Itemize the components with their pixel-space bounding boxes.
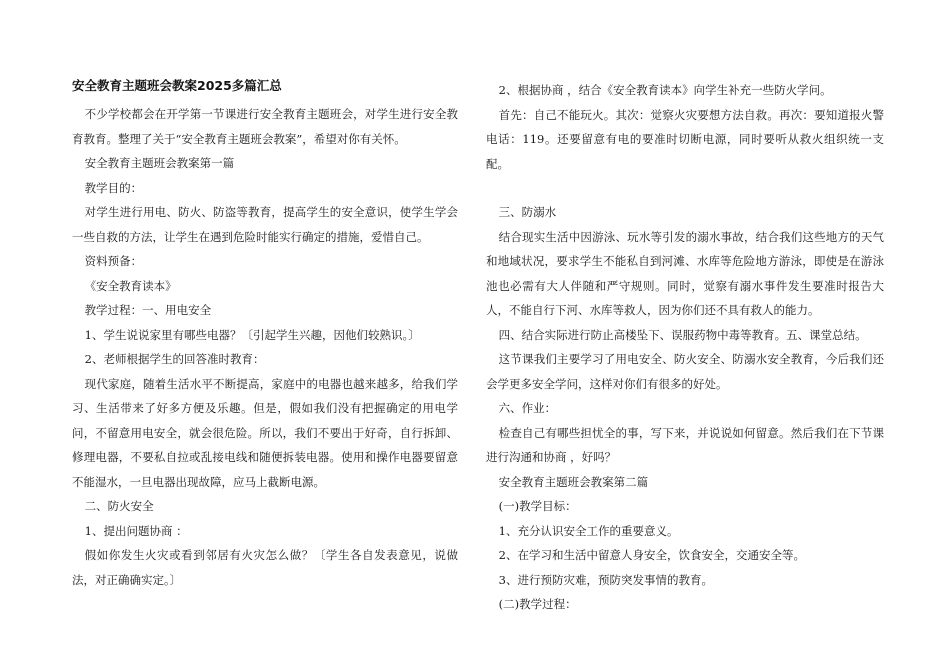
objectives-label: (一)教学目标：: [498, 499, 577, 513]
drowning-body: 结合现实生活中因游泳、玩水等引发的溺水事故，结合我们这些地方的天气和地域状况，要求学生不能私自到河滩、水库等危险地方游泳，即使是在游泳池也必需有大人伴随和严守规则。同时，觉察有溺水事件发生要准时报告大人，不能自行下河、水库等救人，因为你们还不具有救人的能力。: [486, 229, 884, 317]
fire-safety-heading: 二、防火安全: [84, 499, 154, 513]
homework-text: 检查自己有哪些担忧全的事，写下来，并说说如何留意。然后我们在下节课进行沟通和协商 ，好吗？: [486, 425, 884, 464]
objective-3: 3、进行预防灾难，预防突发事情的教育。: [498, 572, 713, 587]
section-four-five: 四、结合实际进行防止高楼坠下、误服药物中毒等教育。五、课堂总结。: [498, 327, 867, 342]
homework-heading: 六、作业：: [498, 401, 557, 415]
electricity-body: 现代家庭，随着生活水平不断提高，家庭中的电器也越来越多，给我们学习、生活带来了好多方便及乐趣。但是，假如我们没有把握确定的用电学问，不留意用电安全，就会很危险。所以，我们不要出于好奇，自行拆卸、修理电器，不要私自拉或乱接电线和随便拆装电器。使用和操作电器要留意不能湿水，一旦电器出现故障，应马上截断电源。: [72, 376, 458, 489]
intro-paragraph: 不少学校都会在开学第一节课进行安全教育主题班会，对学生进行安全教育教育。整理了关于“安全教育主题班会教案”，希望对你有关怀。: [72, 107, 458, 146]
materials-label: 资料预备：: [84, 254, 143, 268]
process-label-2: (二)教学过程：: [498, 597, 577, 611]
fire-question-text: 假如你发生火灾或看到邻居有火灾怎么做？〔学生各自发表意见，说做法，对正确确实定。〕: [72, 548, 458, 587]
drowning-heading: 三、防溺水: [498, 205, 557, 219]
fire-step-1: 1、提出问题协商 ：: [84, 523, 188, 538]
document-title: 安全教育主题班会教案2025多篇汇总: [72, 78, 282, 93]
electricity-step-2: 2、老师根据学生的回答准时教育：: [84, 352, 265, 366]
teaching-goal-text: 对学生进行用电、防火、防盗等教育，提高学生的安全意识，使学生学会一些自救的方法，让学生在遇到危险时能实行确定的措施，爱惜自己。: [72, 205, 458, 244]
left-column: [72, 78, 458, 592]
electricity-step-1: 1、学生说说家里有哪些电器？〔引起学生兴趣，因他们较熟识。〕: [84, 327, 420, 342]
objective-1: 1、充分认识安全工作的重要意义。: [498, 523, 679, 538]
section-heading-lesson-1: 安全教育主题班会教案第一篇: [84, 156, 235, 170]
fire-step-2: 2、根据协商 ，结合《安全教育读本》向学生补充一些防火学问。: [498, 83, 832, 97]
process-electricity-heading: 教学过程：一、用电安全: [84, 303, 212, 317]
right-column: [486, 78, 884, 617]
materials-text: 《安全教育读本》: [84, 278, 177, 293]
summary-text: 这节课我们主要学习了用电安全、防火安全、防溺水安全教育，今后我们还会学更多安全学问，这样对你们有很多的好处。: [486, 352, 884, 391]
fire-instructions: 首先：自己不能玩火。其次：觉察火灾要想方法自救。再次：要知道报火警电话：119。还要留意有电的要准时切断电源，同时要听从救火组织统一支配。: [486, 107, 884, 171]
objective-2: 2、在学习和生活中留意人身安全，饮食安全，交通安全等。: [498, 548, 805, 562]
section-heading-lesson-2: 安全教育主题班会教案第二篇: [498, 474, 649, 489]
teaching-goal-label: 教学目的：: [84, 180, 143, 195]
paragraph-gap: [486, 176, 884, 200]
